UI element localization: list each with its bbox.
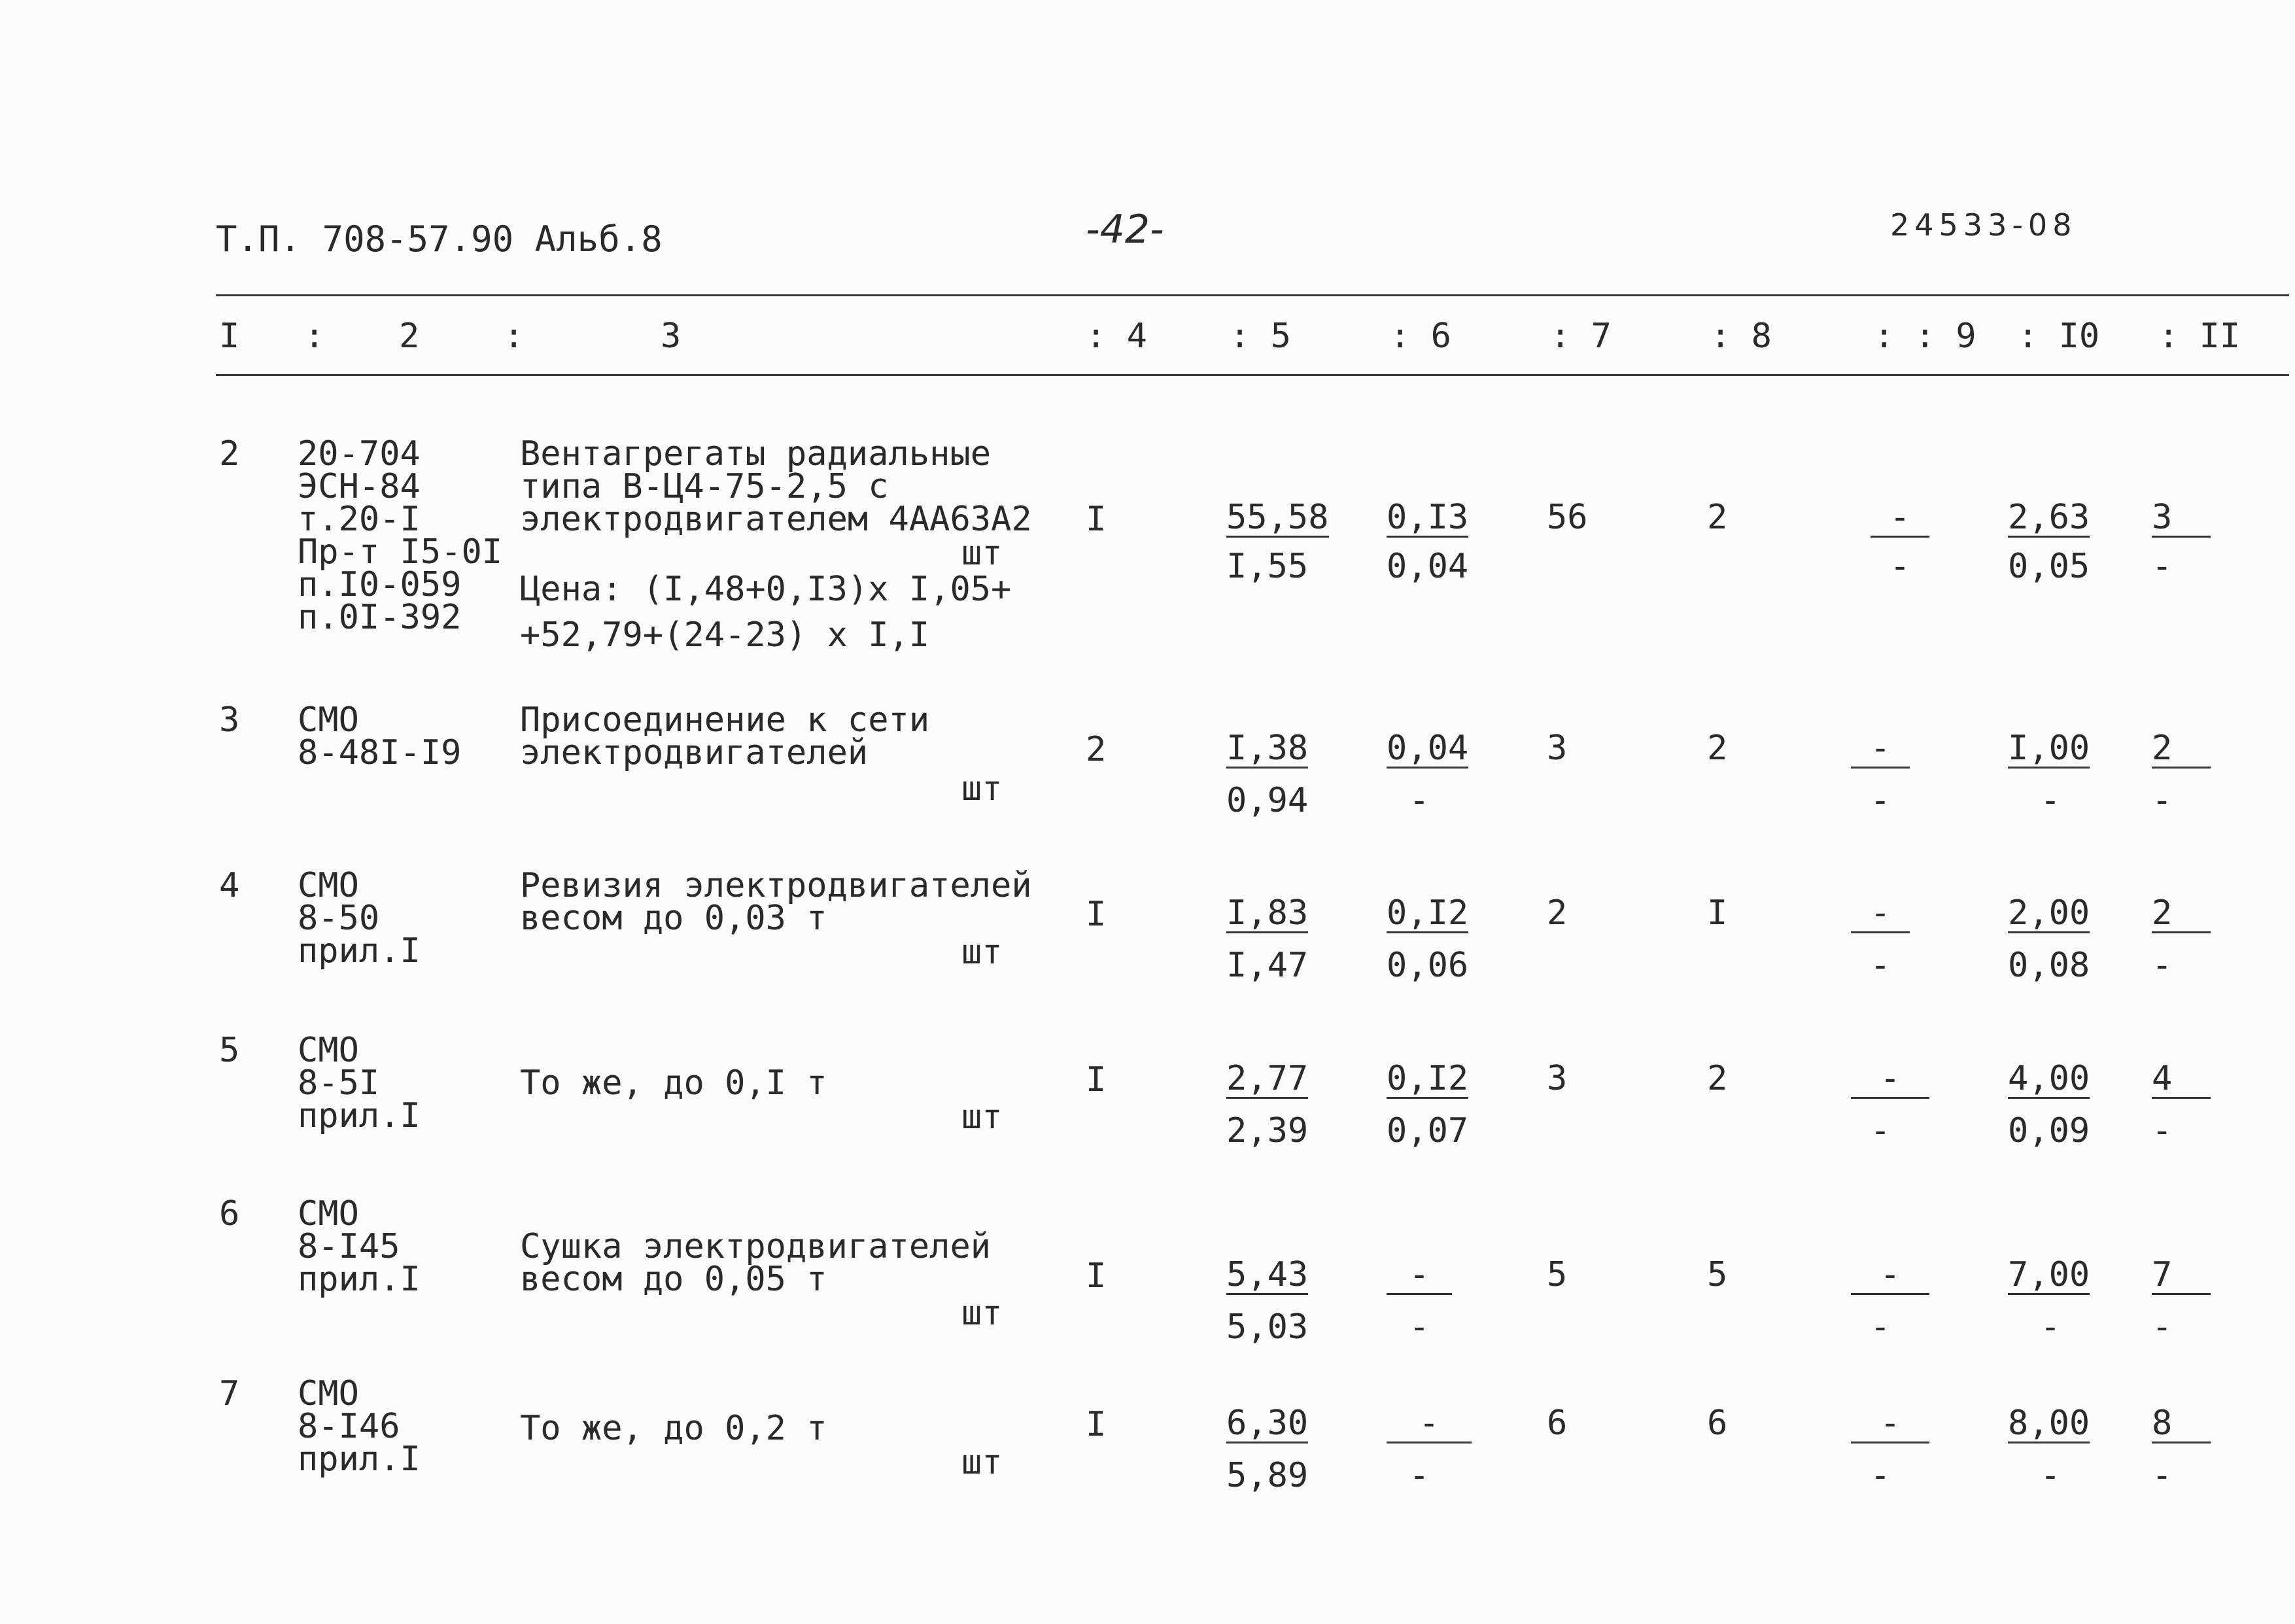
row-col5-bottom: 5,03	[1226, 1307, 1309, 1347]
row-col5-bottom: I,47	[1226, 946, 1309, 985]
row-col7: 5	[1547, 1255, 1568, 1294]
row-col5-top: 55,58	[1226, 498, 1329, 537]
row-col11-bottom: -	[2152, 781, 2173, 820]
row-number: 6	[219, 1194, 240, 1234]
row-code: прил.I	[298, 1260, 421, 1299]
row-col11-top: 2	[2152, 731, 2211, 769]
row-code: т.20-I	[298, 500, 421, 539]
row-col10-bottom: -	[2040, 781, 2061, 820]
table-header-rule	[216, 374, 2289, 376]
row-code: СМО	[298, 1374, 359, 1413]
row-col7: 3	[1547, 729, 1568, 768]
row-col6-top: 0,I2	[1387, 893, 1469, 933]
row-col10-bottom: 0,08	[2008, 946, 2090, 985]
col-header-1: I	[219, 317, 240, 356]
row-col10-top: 2,63	[2008, 498, 2090, 537]
row-col7: 6	[1547, 1404, 1568, 1443]
row-col10-bottom: -	[2040, 1307, 2061, 1347]
row-unit: шт	[961, 1294, 1003, 1333]
row-quantity: I	[1086, 895, 1107, 934]
row-code: 8-I46	[298, 1407, 400, 1446]
row-col7: 3	[1547, 1059, 1568, 1098]
row-code: 8-50	[298, 899, 380, 938]
row-col6-top: -	[1387, 1406, 1472, 1443]
row-description: То же, до 0,2 т	[520, 1409, 827, 1448]
row-col11-top: 8	[2152, 1406, 2211, 1443]
row-description: Сушка электродвигателей	[520, 1227, 992, 1266]
row-code: 8-48I-I9	[298, 733, 462, 772]
col-header-3: 3	[661, 317, 682, 356]
row-col10-top: I,00	[2008, 729, 2090, 768]
row-col9-bottom: -	[1870, 1111, 1891, 1150]
row-col9-bottom: -	[1870, 781, 1891, 820]
row-col10-top: 4,00	[2008, 1059, 2090, 1098]
row-col8: 5	[1707, 1255, 1728, 1294]
row-col9-bottom: -	[1870, 1456, 1891, 1495]
row-code: прил.I	[298, 1440, 421, 1479]
row-quantity: I	[1086, 1256, 1107, 1296]
col-header-sep: :	[504, 317, 525, 356]
col-header-2: 2	[399, 317, 420, 356]
row-col5-top: 6,30	[1226, 1404, 1309, 1443]
col-header-9: : : 9	[1874, 317, 1976, 356]
row-col5-top: I,38	[1226, 729, 1309, 768]
row-quantity: I	[1086, 1060, 1107, 1099]
page-number: -42-	[1086, 207, 1164, 252]
row-col10-bottom: 0,05	[2008, 547, 2090, 586]
row-col6-bottom: -	[1409, 781, 1430, 820]
row-code: п.0I-392	[298, 598, 462, 637]
row-unit: шт	[961, 1443, 1003, 1482]
row-description: Вентагрегаты радиальные	[520, 434, 992, 474]
row-col7: 56	[1547, 498, 1588, 537]
row-col9-top: -	[1871, 500, 1929, 538]
row-col6-bottom: -	[1409, 1307, 1430, 1347]
row-col8: 2	[1707, 1059, 1728, 1098]
col-header-5: : 5	[1230, 317, 1291, 356]
col-header-6: : 6	[1390, 317, 1451, 356]
row-description: весом до 0,03 т	[520, 899, 827, 938]
row-col11-top: 3	[2152, 500, 2211, 538]
row-col8: 2	[1707, 498, 1728, 537]
row-code: ЭСН-84	[298, 467, 421, 506]
row-col6-top: -	[1387, 1258, 1452, 1295]
row-col10-top: 8,00	[2008, 1404, 2090, 1443]
row-number: 7	[219, 1374, 240, 1413]
row-col11-bottom: -	[2152, 1111, 2173, 1150]
row-unit: шт	[961, 534, 1003, 573]
row-col5-top: 5,43	[1226, 1255, 1309, 1294]
row-col11-top: 2	[2152, 896, 2211, 933]
row-col9-top: -	[1851, 731, 1910, 769]
table-top-rule	[216, 294, 2289, 296]
row-unit: шт	[961, 1097, 1003, 1137]
row-price-formula: Цена: (I,48+0,I3)x I,05+	[520, 570, 1012, 609]
row-col9-bottom: -	[1870, 1307, 1891, 1347]
row-code: СМО	[298, 1031, 359, 1070]
col-header-sep: :	[304, 317, 325, 356]
row-code: 8-I45	[298, 1227, 400, 1266]
row-col10-top: 2,00	[2008, 893, 2090, 933]
row-col9-bottom: -	[1870, 946, 1891, 985]
row-col10-bottom: 0,09	[2008, 1111, 2090, 1150]
row-description: типа В-Ц4-75-2,5 с	[520, 467, 889, 506]
row-number: 2	[219, 434, 240, 474]
row-description: Ревизия электродвигателей	[520, 866, 1032, 905]
row-code: СМО	[298, 866, 359, 905]
row-col6-top: 0,I2	[1387, 1059, 1469, 1098]
row-col6-bottom: 0,06	[1387, 946, 1469, 985]
row-col5-bottom: 5,89	[1226, 1456, 1309, 1495]
row-col5-bottom: 0,94	[1226, 781, 1309, 820]
row-col5-bottom: 2,39	[1226, 1111, 1309, 1150]
row-col9-top: -	[1851, 1258, 1929, 1295]
row-quantity: 2	[1086, 730, 1107, 769]
row-code: прил.I	[298, 1096, 421, 1135]
row-col11-bottom: -	[2152, 1307, 2173, 1347]
col-header-8: : 8	[1710, 317, 1772, 356]
row-quantity: I	[1086, 1405, 1107, 1444]
row-unit: шт	[961, 769, 1003, 808]
row-col11-top: 4	[2152, 1062, 2211, 1099]
row-code: прил.I	[298, 931, 421, 971]
row-col6-bottom: -	[1409, 1456, 1430, 1495]
row-description: электродвигателей	[520, 733, 869, 772]
row-col8: 6	[1707, 1404, 1728, 1443]
row-col5-top: 2,77	[1226, 1059, 1309, 1098]
row-col5-top: I,83	[1226, 893, 1309, 933]
row-description: весом до 0,05 т	[520, 1260, 827, 1299]
row-quantity: I	[1086, 500, 1107, 539]
row-code: 8-5I	[298, 1063, 380, 1103]
document-stamp-number: 24533-08	[1890, 207, 2077, 243]
row-col7: 2	[1547, 893, 1568, 933]
row-number: 5	[219, 1031, 240, 1070]
row-description: Присоединение к сети	[520, 700, 930, 740]
row-code: 20-704	[298, 434, 421, 474]
row-col9-bottom: -	[1889, 547, 1910, 586]
col-header-7: : 7	[1550, 317, 1612, 356]
row-col10-bottom: -	[2040, 1456, 2061, 1495]
row-col6-bottom: 0,04	[1387, 547, 1469, 586]
row-col9-top: -	[1851, 1406, 1929, 1443]
row-col8: I	[1707, 893, 1728, 933]
row-code: СМО	[298, 700, 359, 740]
col-header-4: : 4	[1086, 317, 1147, 356]
row-number: 4	[219, 866, 240, 905]
row-col11-bottom: -	[2152, 1456, 2173, 1495]
row-col6-top: 0,I3	[1387, 498, 1469, 537]
document-reference: Т.П. 708-57.90 Альб.8	[216, 218, 663, 260]
row-code: Пр-т I5-0I	[298, 532, 503, 572]
row-col9-top: -	[1851, 896, 1910, 933]
row-col5-bottom: I,55	[1226, 547, 1309, 586]
row-description: То же, до 0,I т	[520, 1063, 827, 1103]
row-unit: шт	[961, 933, 1003, 972]
row-description: электродвигателем 4АА63А2	[520, 500, 1032, 539]
row-col6-top: 0,04	[1387, 729, 1469, 768]
row-code: п.I0-059	[298, 565, 462, 604]
row-col10-top: 7,00	[2008, 1255, 2090, 1294]
col-header-10: : I0	[2018, 317, 2100, 356]
row-col11-bottom: -	[2152, 547, 2173, 586]
row-col9-top: -	[1851, 1062, 1929, 1099]
row-col6-bottom: 0,07	[1387, 1111, 1469, 1150]
row-col8: 2	[1707, 729, 1728, 768]
row-price-formula: +52,79+(24-23) x I,I	[520, 615, 930, 655]
row-number: 3	[219, 700, 240, 740]
row-col11-bottom: -	[2152, 946, 2173, 985]
col-header-11: : II	[2158, 317, 2241, 356]
row-col11-top: 7	[2152, 1258, 2211, 1295]
row-code: СМО	[298, 1194, 359, 1234]
